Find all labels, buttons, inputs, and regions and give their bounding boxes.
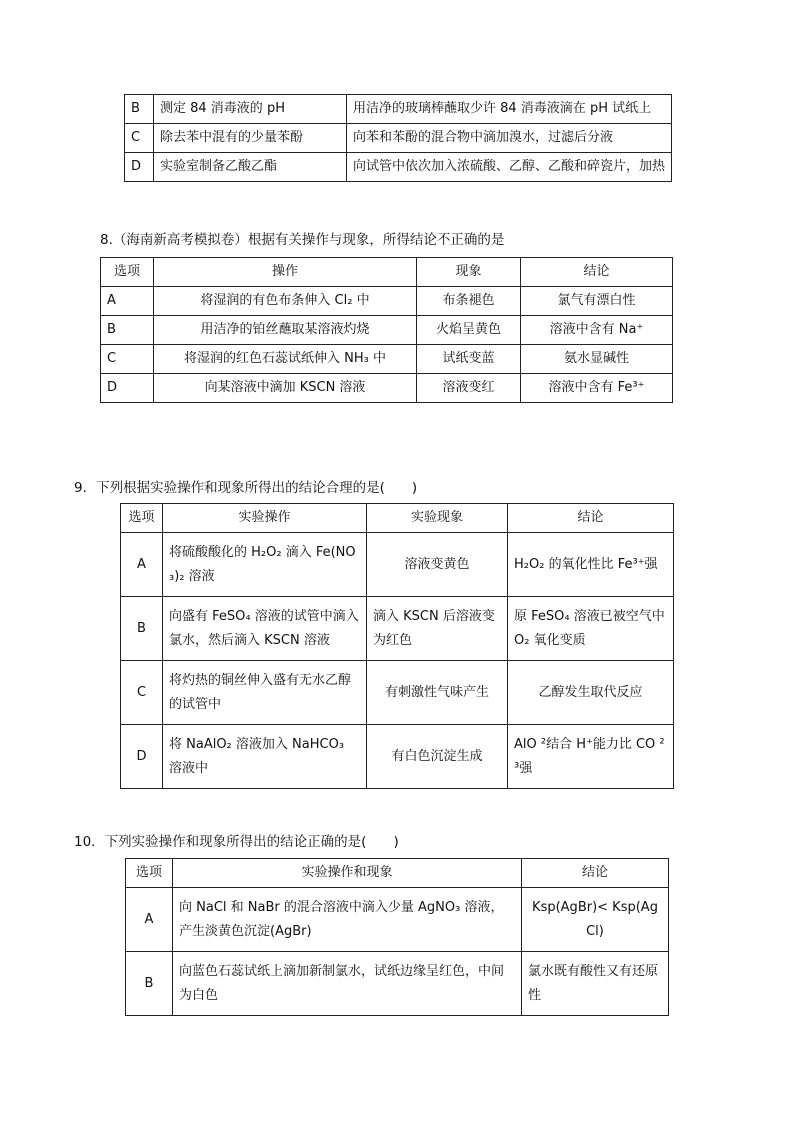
operation-cell: 将 NaAlO₂ 溶液加入 NaHCO₃ 溶液中 xyxy=(163,725,367,789)
phenomenon-cell: 溶液变黄色 xyxy=(367,533,508,597)
conclusion-cell: Ksp(AgBr)< Ksp(AgCl) xyxy=(522,888,669,952)
option-cell: C xyxy=(101,345,154,374)
operation-cell: 将湿润的红色石蕊试纸伸入 NH₃ 中 xyxy=(154,345,417,374)
option-cell: A xyxy=(126,888,173,952)
purpose-cell: 实验室制备乙酸乙酯 xyxy=(154,153,347,182)
header-operation-and-phenomenon: 实验操作和现象 xyxy=(173,859,522,888)
table-q8 xyxy=(100,257,673,403)
table-q7 xyxy=(124,94,672,182)
table-row xyxy=(101,287,673,316)
conclusion-cell: AlO ²结合 H⁺能力比 CO ²³强 xyxy=(508,725,674,789)
table-row xyxy=(125,153,672,182)
header-option: 选项 xyxy=(101,258,154,287)
question-10-title: 10．下列实验操作和现象所得出的结论正确的是( ) xyxy=(74,834,399,850)
option-cell: A xyxy=(101,287,154,316)
operation-cell: 向盛有 FeSO₄ 溶液的试管中滴入氯水，然后滴入 KSCN 溶液 xyxy=(163,597,367,661)
operation-cell: 用洁净的铂丝蘸取某溶液灼烧 xyxy=(154,316,417,345)
phenomenon-cell: 有刺激性气味产生 xyxy=(367,661,508,725)
table-row xyxy=(121,725,674,789)
phenomenon-cell: 溶液变红 xyxy=(417,374,521,403)
option-cell: C xyxy=(121,661,163,725)
table-row xyxy=(101,374,673,403)
header-operation: 实验操作 xyxy=(163,504,367,533)
header-option: 选项 xyxy=(121,504,163,533)
table-q10 xyxy=(125,858,669,1016)
phenomenon-cell: 布条褪色 xyxy=(417,287,521,316)
header-option: 选项 xyxy=(126,859,173,888)
option-cell: B xyxy=(101,316,154,345)
question-8-title: 8.（海南新高考模拟卷）根据有关操作与现象，所得结论不正确的是 xyxy=(100,232,505,248)
header-conclusion: 结论 xyxy=(521,258,673,287)
option-cell: B xyxy=(126,952,173,1016)
option-cell: B xyxy=(121,597,163,661)
conclusion-cell: 乙醇发生取代反应 xyxy=(508,661,674,725)
operation-cell: 将灼热的铜丝伸入盛有无水乙醇的试管中 xyxy=(163,661,367,725)
conclusion-cell: 原 FeSO₄ 溶液已被空气中 O₂ 氧化变质 xyxy=(508,597,674,661)
option-cell: D xyxy=(121,725,163,789)
table-header-row xyxy=(126,859,669,888)
table-header-row xyxy=(101,258,673,287)
option-cell: D xyxy=(101,374,154,403)
option-cell: A xyxy=(121,533,163,597)
header-conclusion: 结论 xyxy=(522,859,669,888)
table-q9 xyxy=(120,503,674,789)
operation-cell: 向蓝色石蕊试纸上滴加新制氯水，试纸边缘呈红色，中间为白色 xyxy=(173,952,522,1016)
operation-cell: 将湿润的有色布条伸入 Cl₂ 中 xyxy=(154,287,417,316)
table-row xyxy=(125,124,672,153)
purpose-cell: 除去苯中混有的少量苯酚 xyxy=(154,124,347,153)
operation-cell: 向试管中依次加入浓硫酸、乙醇、乙酸和碎瓷片，加热 xyxy=(347,153,672,182)
table-row xyxy=(126,888,669,952)
operation-cell: 向苯和苯酚的混合物中滴加溴水，过滤后分液 xyxy=(347,124,672,153)
conclusion-cell: H₂O₂ 的氧化性比 Fe³⁺强 xyxy=(508,533,674,597)
option-cell: C xyxy=(125,124,154,153)
table-row xyxy=(101,345,673,374)
conclusion-cell: 氨水显碱性 xyxy=(521,345,673,374)
header-conclusion: 结论 xyxy=(508,504,674,533)
phenomenon-cell: 滴入 KSCN 后溶液变为红色 xyxy=(367,597,508,661)
operation-cell: 用洁净的玻璃棒蘸取少许 84 消毒液滴在 pH 试纸上 xyxy=(347,95,672,124)
conclusion-cell: 溶液中含有 Fe³⁺ xyxy=(521,374,673,403)
header-phenomenon: 实验现象 xyxy=(367,504,508,533)
header-operation: 操作 xyxy=(154,258,417,287)
table-row xyxy=(125,95,672,124)
option-cell: D xyxy=(125,153,154,182)
conclusion-cell: 氯气有漂白性 xyxy=(521,287,673,316)
phenomenon-cell: 火焰呈黄色 xyxy=(417,316,521,345)
phenomenon-cell: 试纸变蓝 xyxy=(417,345,521,374)
question-9-title: 9．下列根据实验操作和现象所得出的结论合理的是( ) xyxy=(74,480,418,496)
header-phenomenon: 现象 xyxy=(417,258,521,287)
table-header-row xyxy=(121,504,674,533)
operation-cell: 向某溶液中滴加 KSCN 溶液 xyxy=(154,374,417,403)
table-row xyxy=(121,661,674,725)
table-row xyxy=(126,952,669,1016)
conclusion-cell: 溶液中含有 Na⁺ xyxy=(521,316,673,345)
table-row xyxy=(121,597,674,661)
table-row xyxy=(101,316,673,345)
conclusion-cell: 氯水既有酸性又有还原性 xyxy=(522,952,669,1016)
phenomenon-cell: 有白色沉淀生成 xyxy=(367,725,508,789)
purpose-cell: 测定 84 消毒液的 pH xyxy=(154,95,347,124)
operation-cell: 向 NaCl 和 NaBr 的混合溶液中滴入少量 AgNO₃ 溶液，产生淡黄色沉淀(AgBr) xyxy=(173,888,522,952)
operation-cell: 将硫酸酸化的 H₂O₂ 滴入 Fe(NO₃)₂ 溶液 xyxy=(163,533,367,597)
option-cell: B xyxy=(125,95,154,124)
table-row xyxy=(121,533,674,597)
